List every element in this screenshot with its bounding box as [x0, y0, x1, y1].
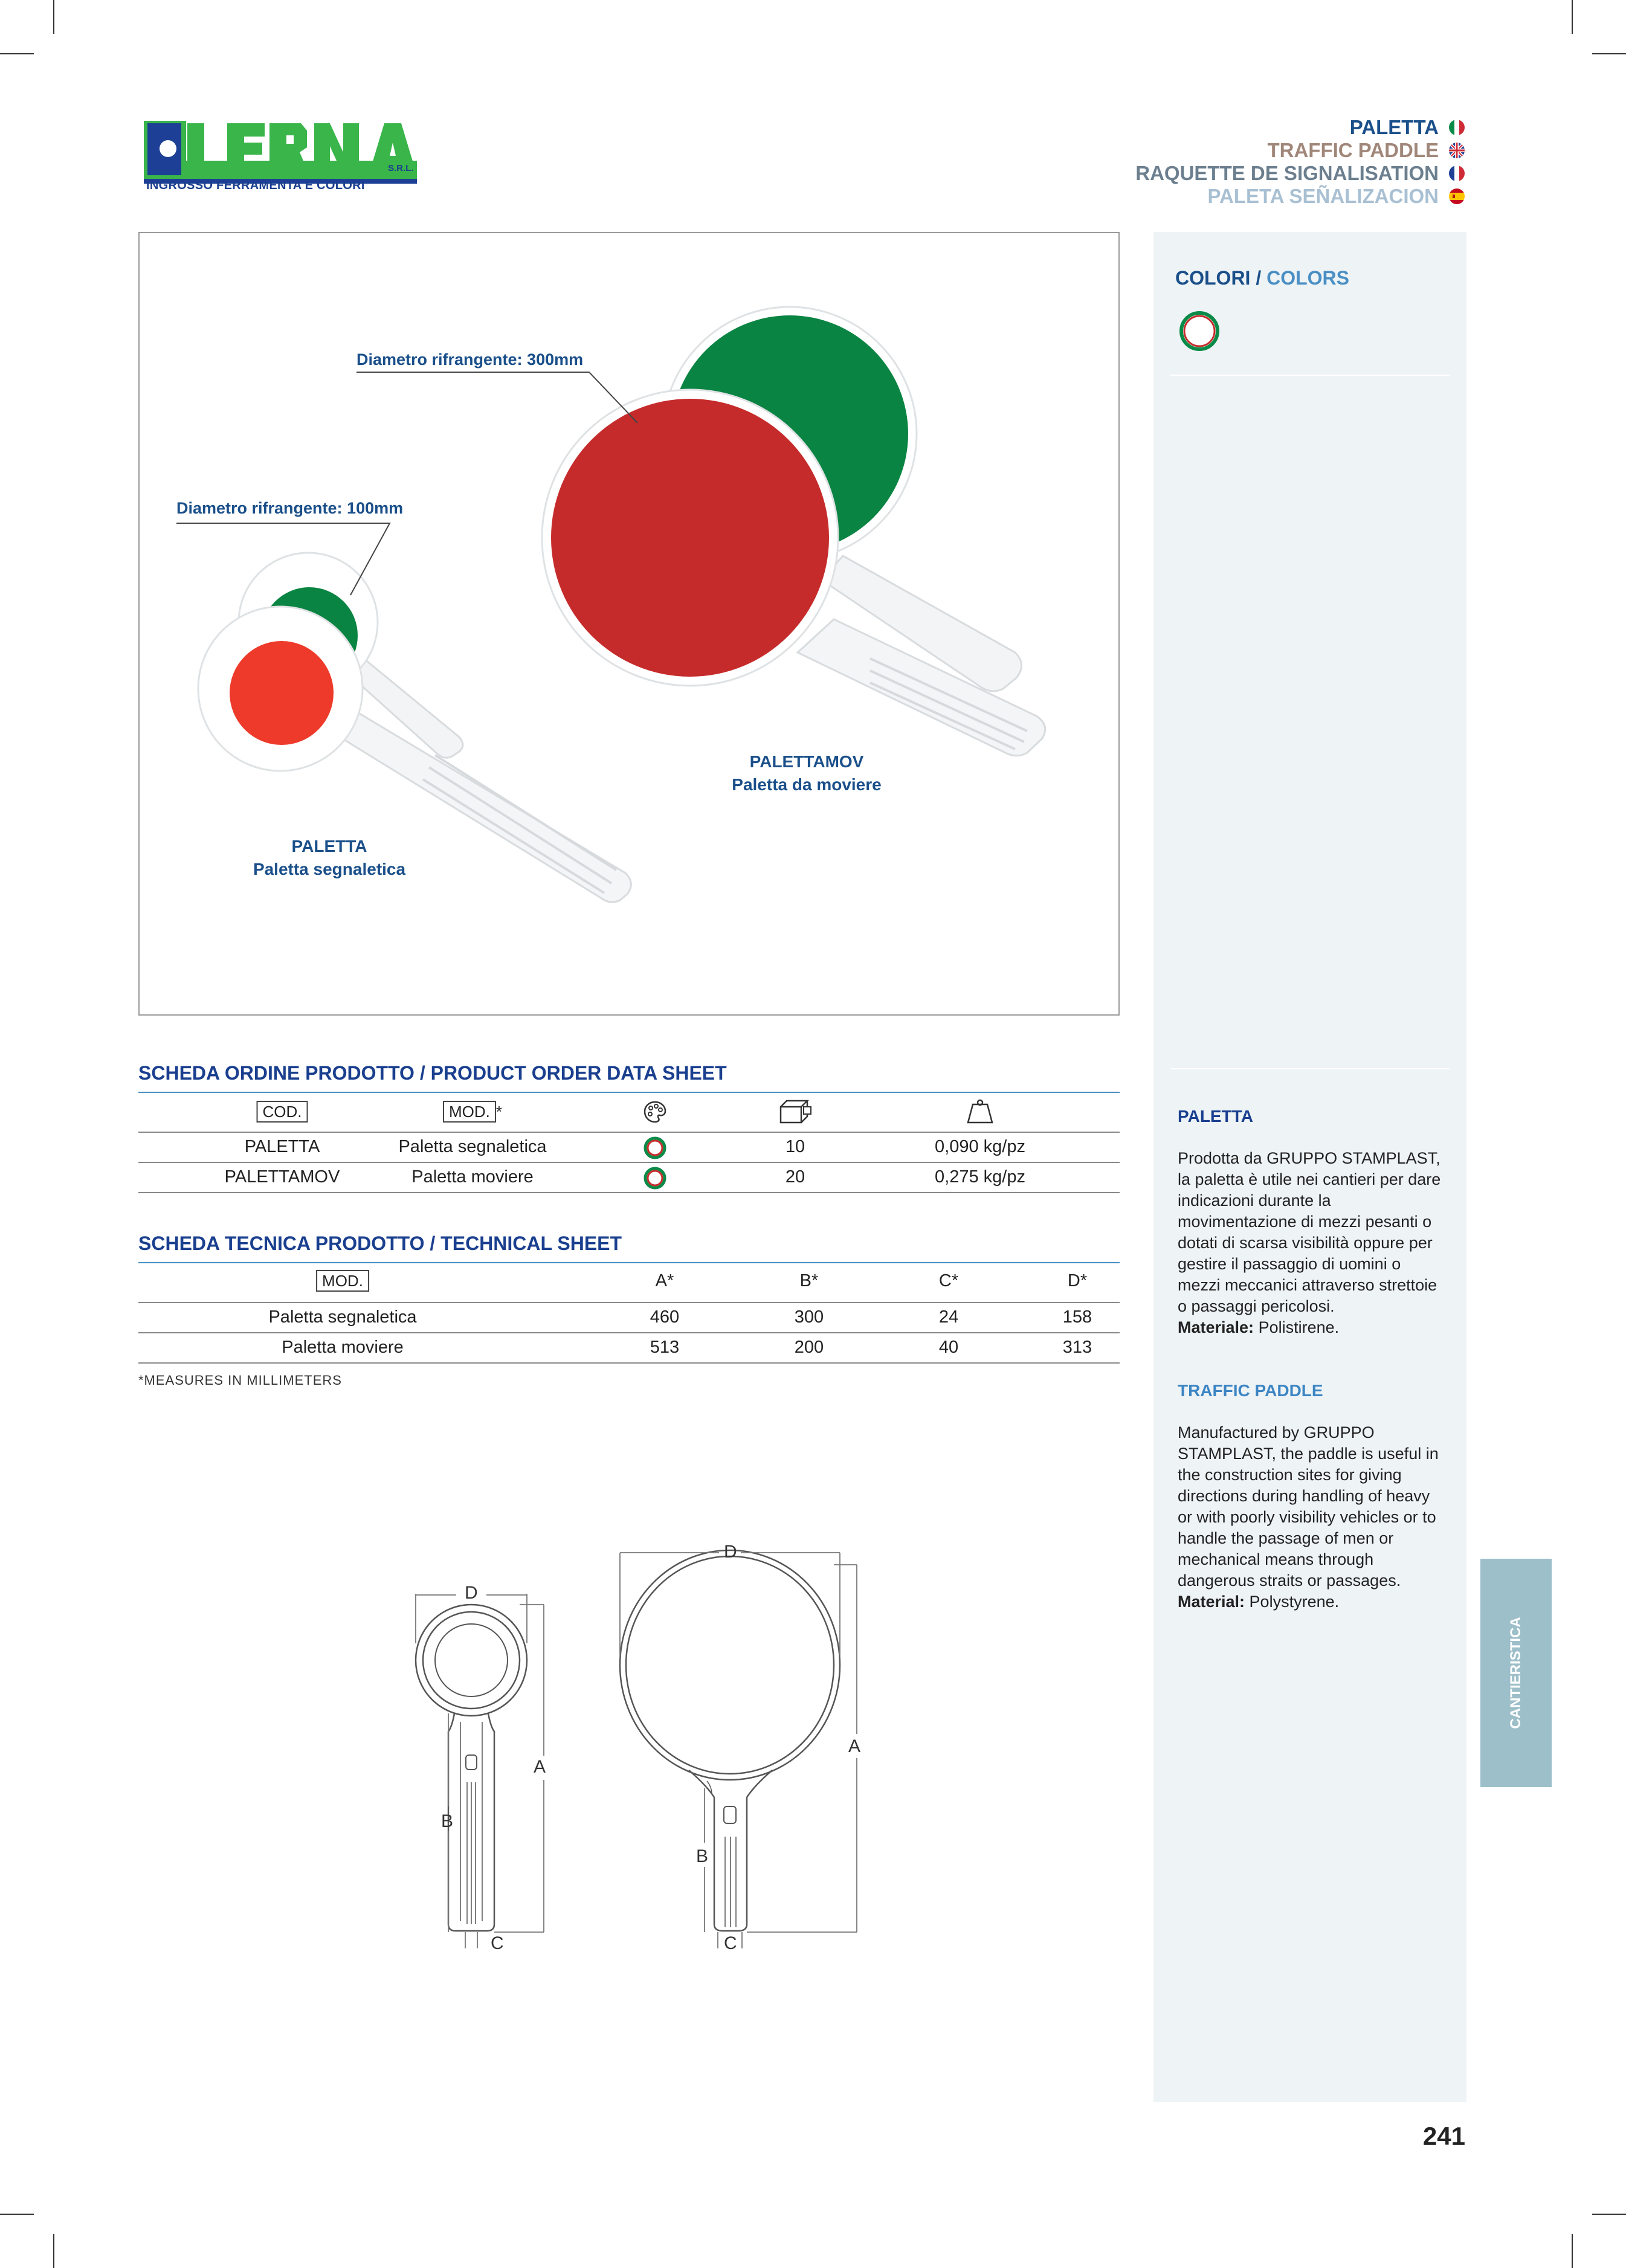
brand-suffix: S.R.L.	[388, 163, 414, 173]
order-header-rule	[138, 1132, 1120, 1133]
technical-drawing	[393, 1535, 997, 1973]
tech-header-rule	[138, 1302, 1120, 1303]
tech-header-mod-label: MOD.	[316, 1270, 369, 1292]
desc-text-it: Prodotta da GRUPPO STAMPLAST, la paletta è utile nei cantieri per dare indicazioni durante la movimentazione di mezzi pesanti o dotati di scarsa visibilità oppure per gestire il passaggio di uomini o mezzi meccanici attraverso strettoie o passaggi pericolosi.	[1178, 1149, 1441, 1315]
sidebar-divider	[1170, 1068, 1450, 1069]
label-large-diameter: Diametro rifrangente: 300mm	[356, 350, 584, 369]
box-icon	[777, 1098, 813, 1128]
colors-heading	[1175, 267, 1349, 289]
caption-large-desc: Paletta da moviere	[732, 775, 882, 794]
order-header-mod	[443, 1101, 502, 1123]
desc-body-en	[1178, 1422, 1444, 1612]
tech-header-a: A*	[655, 1271, 674, 1290]
crop-mark	[53, 2234, 54, 2268]
tech-header-mod	[316, 1270, 369, 1292]
order-row-2-color-icon	[643, 1166, 667, 1193]
product-title-block	[1135, 116, 1465, 208]
product-photo	[140, 233, 1118, 1017]
tech-header-b: B*	[799, 1271, 819, 1290]
order-row-1-mod: Paletta segnaletica	[398, 1137, 547, 1156]
order-sheet-title: SCHEDA ORDINE PRODOTTO / PRODUCT ORDER DATA SHEET	[138, 1062, 727, 1084]
order-row-1-cod: PALETTA	[244, 1137, 320, 1156]
order-row-2-mod: Paletta moviere	[411, 1167, 534, 1187]
section-tab-label: CANTIERISTICA	[1508, 1617, 1524, 1729]
fr-flag-icon	[1449, 166, 1465, 181]
title-it: PALETTA	[1349, 116, 1439, 138]
order-row-2-pack: 20	[785, 1167, 805, 1187]
es-flag-icon	[1449, 188, 1465, 204]
colors-heading-en: COLORS	[1266, 267, 1349, 289]
title-es: PALETA SEÑALIZACION	[1207, 185, 1439, 207]
tech-row-2-c: 40	[938, 1338, 959, 1357]
caption-large	[683, 750, 931, 796]
order-header-mod-star: *	[495, 1103, 503, 1121]
desc-body-it	[1178, 1148, 1444, 1338]
it-flag-icon	[1449, 120, 1465, 135]
label-small-diameter: Diametro rifrangente: 100mm	[176, 499, 404, 517]
order-row-2-cod: PALETTAMOV	[224, 1167, 340, 1187]
tech-row-2-d: 313	[1062, 1338, 1092, 1357]
order-sheet-rule	[138, 1092, 1120, 1093]
caption-large-name: PALETTAMOV	[749, 752, 864, 771]
material-label-it: Materiale:	[1178, 1318, 1254, 1336]
tech-header-c: C*	[938, 1271, 959, 1290]
order-row-1-pack: 10	[785, 1137, 805, 1156]
order-header-mod-label: MOD.	[443, 1101, 496, 1123]
caption-small	[205, 835, 453, 881]
title-fr: RAQUETTE DE SIGNALISATION	[1135, 162, 1439, 184]
crop-mark	[1572, 2234, 1573, 2268]
uk-flag-icon	[1449, 143, 1465, 158]
tech-row-1-c: 24	[938, 1307, 959, 1327]
desc-title-it: PALETTA	[1178, 1107, 1253, 1126]
dim-label-a-large: A	[848, 1736, 861, 1756]
order-row-1-weight: 0,090 kg/pz	[935, 1137, 1025, 1156]
tech-sheet-rule	[138, 1262, 1120, 1263]
weight-icon	[964, 1098, 996, 1128]
crop-mark	[0, 2214, 34, 2215]
tech-row-1-b: 300	[794, 1307, 824, 1327]
material-label-en: Material:	[1178, 1593, 1245, 1611]
colors-heading-sep: /	[1250, 267, 1267, 289]
large-paddle-front	[542, 390, 1045, 756]
crop-mark	[53, 0, 54, 34]
palette-icon	[643, 1100, 667, 1127]
tech-row-2-mod: Paletta moviere	[282, 1338, 404, 1357]
order-row-rule	[138, 1192, 1120, 1193]
order-row-1-color-icon	[643, 1136, 667, 1163]
order-row-2-weight: 0,275 kg/pz	[935, 1167, 1025, 1187]
tech-row-1-mod: Paletta segnaletica	[268, 1307, 417, 1327]
material-value-it: Polistirene.	[1254, 1318, 1340, 1336]
dim-label-c-large: C	[724, 1933, 737, 1953]
brand-tagline: INGROSSO FERRAMENTA E COLORI	[146, 179, 365, 192]
sidebar-divider	[1170, 375, 1450, 376]
order-row-rule	[138, 1162, 1120, 1163]
crop-mark	[1592, 2214, 1626, 2215]
measures-note: *MEASURES IN MILLIMETERS	[138, 1373, 342, 1388]
desc-title-en: TRAFFIC PADDLE	[1178, 1381, 1323, 1400]
tech-row-2-b: 200	[794, 1338, 824, 1357]
crop-mark	[1592, 53, 1626, 54]
tech-sheet-title: SCHEDA TECNICA PRODOTTO / TECHNICAL SHEET	[138, 1232, 622, 1254]
tech-row-rule	[138, 1362, 1120, 1364]
dim-label-b-large: B	[696, 1846, 709, 1866]
desc-text-en: Manufactured by GRUPPO STAMPLAST, the paddle is useful in the construction sites for giving directions during handling of heavy or with poorly visibility vehicles or to handle the passage of men or mechanical means through dangerous straits or passages.	[1178, 1423, 1439, 1590]
tech-header-d: D*	[1067, 1271, 1088, 1290]
tech-row-2-a: 513	[650, 1338, 680, 1357]
tech-row-1-d: 158	[1062, 1307, 1092, 1327]
page-number: 241	[1422, 2122, 1465, 2150]
crop-mark	[0, 53, 34, 54]
colors-heading-it: COLORI	[1175, 267, 1251, 289]
caption-small-name: PALETTA	[291, 837, 367, 855]
dim-label-c-small: C	[491, 1933, 504, 1953]
dim-label-b-small: B	[441, 1811, 454, 1831]
tech-row-rule	[138, 1332, 1120, 1333]
caption-small-desc: Paletta segnaletica	[253, 860, 406, 878]
material-value-en: Polystyrene.	[1245, 1593, 1340, 1611]
crop-mark	[1572, 0, 1573, 34]
order-header-cod-label: COD.	[257, 1101, 308, 1123]
color-swatch	[1178, 309, 1221, 356]
dim-label-a-small: A	[534, 1757, 546, 1777]
tech-row-1-a: 460	[650, 1307, 680, 1327]
dim-label-d-small: D	[465, 1583, 478, 1603]
order-header-cod	[257, 1101, 308, 1123]
dim-label-d-large: D	[724, 1542, 737, 1562]
title-en: TRAFFIC PADDLE	[1267, 139, 1439, 161]
